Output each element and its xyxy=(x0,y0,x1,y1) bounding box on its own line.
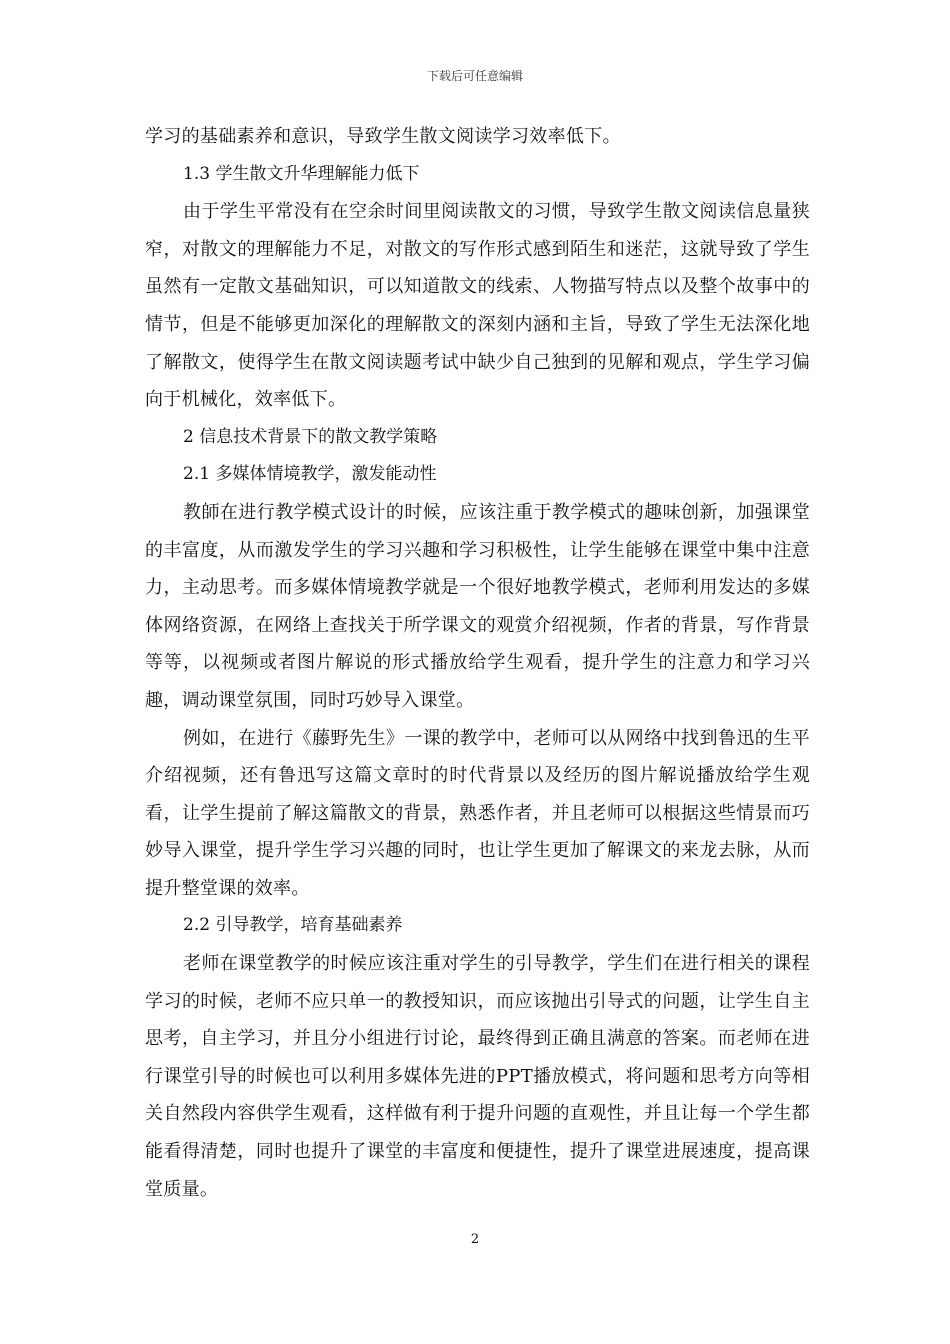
page-number: 2 xyxy=(470,1232,480,1247)
page-header: 下载后可任意编辑 xyxy=(426,69,523,83)
paragraph: 教師在进行教学模式设计的时候，应该注重于教学模式的趣味创新，加强课堂的丰富度，从而激发学生的学习兴趣和学习积极性，让学生能够在课堂中集中注意力，主动思考。而多媒体情境教学就是一个很好地教学模式，老师利用发达的多媒体网络资源，在网络上查找关于所学课文的观赏介绍视频，作者的背景，写作背景等等，以视频或者图片解说的形式播放给学生观看，提升学生的注意力和学习兴趣，调动课堂氛围，同时巧妙导入课堂。 xyxy=(145,501,810,711)
section-heading: 2.2 引导教学，培育基础素养 xyxy=(183,915,403,936)
section-heading: 1.3 学生散文升华理解能力低下 xyxy=(183,163,420,184)
paragraph: 例如，在进行《藤野先生》一课的教学中，老师可以从网络中找到鲁迅的生平介绍视频，还有鲁迅写这篇文章时的时代背景以及经历的图片解说播放给学生观看，让学生提前了解这篇散文的背景，熟悉作者，并且老师可以根据这些情景而巧妙导入课堂，提升学生学习兴趣的同时，也让学生更加了解课文的来龙去脉，从而提升整堂课的效率。 xyxy=(145,727,810,899)
section-heading: 2.1 多媒体情境教学，激发能动性 xyxy=(183,464,437,485)
paragraph: 老师在课堂教学的时候应该注重对学生的引导教学，学生们在进行相关的课程学习的时候，老师不应只单一的教授知识，而应该抛出引导式的问题，让学生自主思考，自主学习，并且分小组进行讨论，最终得到正确且满意的答案。而老师在进行课堂引导的时候也可以利用多媒体先进的PPT播放模式，将问题和思考方向等相关自然段内容供学生观看，这样做有利于提升问题的直观性，并且让每一个学生都能看得清楚，同时也提升了课堂的丰富度和便捷性，提升了课堂进展速度，提高课堂质量。 xyxy=(145,953,810,1200)
section-heading: 2 信息技术背景下的散文教学策略 xyxy=(183,426,438,447)
paragraph: 学习的基础素养和意识，导致学生散文阅读学习效率低下。 xyxy=(145,126,621,147)
document-body xyxy=(145,118,810,1208)
paragraph: 由于学生平常没有在空余时间里阅读散文的习惯，导致学生散文阅读信息量狭窄，对散文的理解能力不足，对散文的写作形式感到陌生和迷茫，这就导致了学生虽然有一定散文基础知识，可以知道散文的线索、人物描写特点以及整个故事中的情节，但是不能够更加深化的理解散文的深刻内涵和主旨，导致了学生无法深化地了解散文，使得学生在散文阅读题考试中缺少自己独到的见解和观点，学生学习偏向于机械化，效率低下。 xyxy=(145,201,810,411)
